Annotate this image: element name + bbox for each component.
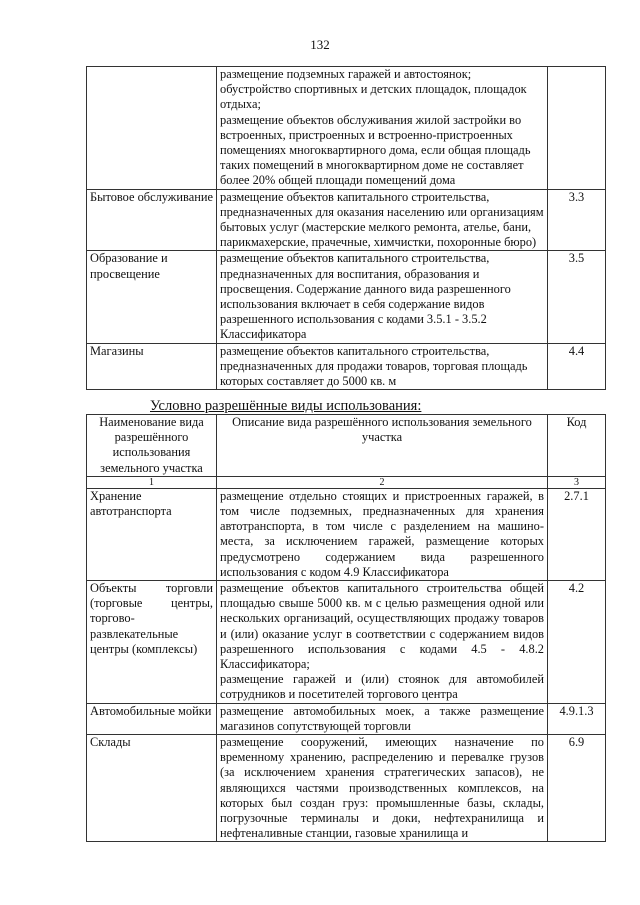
- use-name-cell: Автомобильные мойки: [87, 703, 217, 734]
- section-title: Условно разрешённые виды использования:: [150, 398, 422, 414]
- conditional-uses-table: [86, 414, 606, 842]
- header-name: Наименование вида разрешённого использования земельного участка: [87, 415, 217, 477]
- use-name-cell: Склады: [87, 735, 217, 842]
- page-number: 132: [310, 37, 330, 52]
- table-row: [87, 343, 606, 390]
- description-paragraph: размещение отдельно стоящих и пристроенных гаражей, в том числе подземных, предназначенных для хранения автотранспорта, в том числе с разделением на машино-места, за исключением гаражей, размещение которых предусмотрено содержанием вида разрешенного использования с кодом 4.9 Классификатора: [220, 488, 544, 579]
- use-name-cell: [87, 67, 217, 190]
- use-code-cell: 3.3: [548, 189, 606, 251]
- use-code-cell: 6.9: [548, 735, 606, 842]
- use-name-cell: Магазины: [87, 343, 217, 390]
- use-code-cell: 4.4: [548, 343, 606, 390]
- description-paragraph: обустройство спортивных и детских площадок, площадок отдыха;: [220, 82, 527, 112]
- use-code-cell: [548, 67, 606, 190]
- use-description-cell: [217, 581, 548, 704]
- description-paragraph: размещение объектов капитального строительства, предназначенных для оказания населению или организациям бытовых услуг (мастерские мелкого ремонта, ателье, бани, парикмахерские, прачечные, химчистки, похоронные бюро): [220, 189, 544, 250]
- description-paragraph: размещение объектов капитального строительства общей площадью свыше 5000 кв. м с целью размещения одной или нескольких организаций, осуществляющих продажу товаров и (или) оказание услуг в соответствии с содержанием видов разрешенного использования с кодами 4.5 - 4.8.2 Классификатора;: [220, 581, 544, 672]
- use-code-cell: 3.5: [548, 251, 606, 343]
- description-paragraph: размещение автомобильных моек, а также размещение магазинов сопутствующей торговли: [220, 703, 544, 733]
- table-row: [87, 67, 606, 190]
- table-row: [87, 735, 606, 842]
- use-description-cell: [217, 703, 548, 734]
- column-number-row: [87, 476, 606, 488]
- use-description-cell: [217, 251, 548, 343]
- header-description: Описание вида разрешённого использования земельного участка: [217, 415, 548, 477]
- use-name-cell: Образование и просвещение: [87, 251, 217, 343]
- description-paragraph: размещение объектов капитального строительства, предназначенных для воспитания, образования и просвещения. Содержание данного вида разрешенного использования включает в себя содержание видов разрешенного использования с кодами 3.5.1 - 3.5.2 Классификатора: [220, 251, 511, 342]
- table-row: [87, 488, 606, 580]
- column-number: 1: [87, 476, 217, 488]
- use-description-cell: [217, 343, 548, 390]
- use-code-cell: 4.9.1.3: [548, 703, 606, 734]
- description-paragraph: размещение подземных гаражей и автостоянок;: [220, 67, 472, 81]
- header-code: Код: [548, 415, 606, 477]
- description-paragraph: размещение объектов обслуживания жилой застройки во встроенных, пристроенных и встроенно-пристроенных помещениях многоквартирного дома, если общая площадь таких помещений в многоквартирном доме не составляет более 20% общей площади помещений дома: [220, 112, 531, 188]
- table-row: [87, 251, 606, 343]
- use-name-cell: Хранение автотранспорта: [87, 488, 217, 580]
- use-description-cell: [217, 67, 548, 190]
- use-description-cell: [217, 735, 548, 842]
- column-number: 3: [548, 476, 606, 488]
- description-paragraph: размещение сооружений, имеющих назначение по временному хранению, распределению и перевалке грузов (за исключением хранения стратегических запасов), не являющихся частями производственных комплексов, на которых был создан груз: промышленные базы, склады, погрузочные терминалы и доки, нефтехранилища и нефтеналивные станции, газовые хранилища и: [220, 735, 544, 841]
- table-row: [87, 703, 606, 734]
- permitted-uses-table: [86, 66, 606, 390]
- description-paragraph: размещение объектов капитального строительства, предназначенных для продажи товаров, торговая площадь которых составляет до 5000 кв. м: [220, 343, 528, 389]
- use-name-cell: Объекты торговли (торговые центры, торгово-развлекательные центры (комплексы): [87, 581, 217, 704]
- table-header-row: [87, 415, 606, 477]
- column-number: 2: [217, 476, 548, 488]
- table-row: [87, 581, 606, 704]
- table-row: [87, 189, 606, 251]
- description-paragraph: размещение гаражей и (или) стоянок для автомобилей сотрудников и посетителей торгового центра: [220, 672, 544, 702]
- use-code-cell: 2.7.1: [548, 488, 606, 580]
- use-description-cell: [217, 488, 548, 580]
- use-code-cell: 4.2: [548, 581, 606, 704]
- use-description-cell: [217, 189, 548, 251]
- use-name-cell: Бытовое обслуживание: [87, 189, 217, 251]
